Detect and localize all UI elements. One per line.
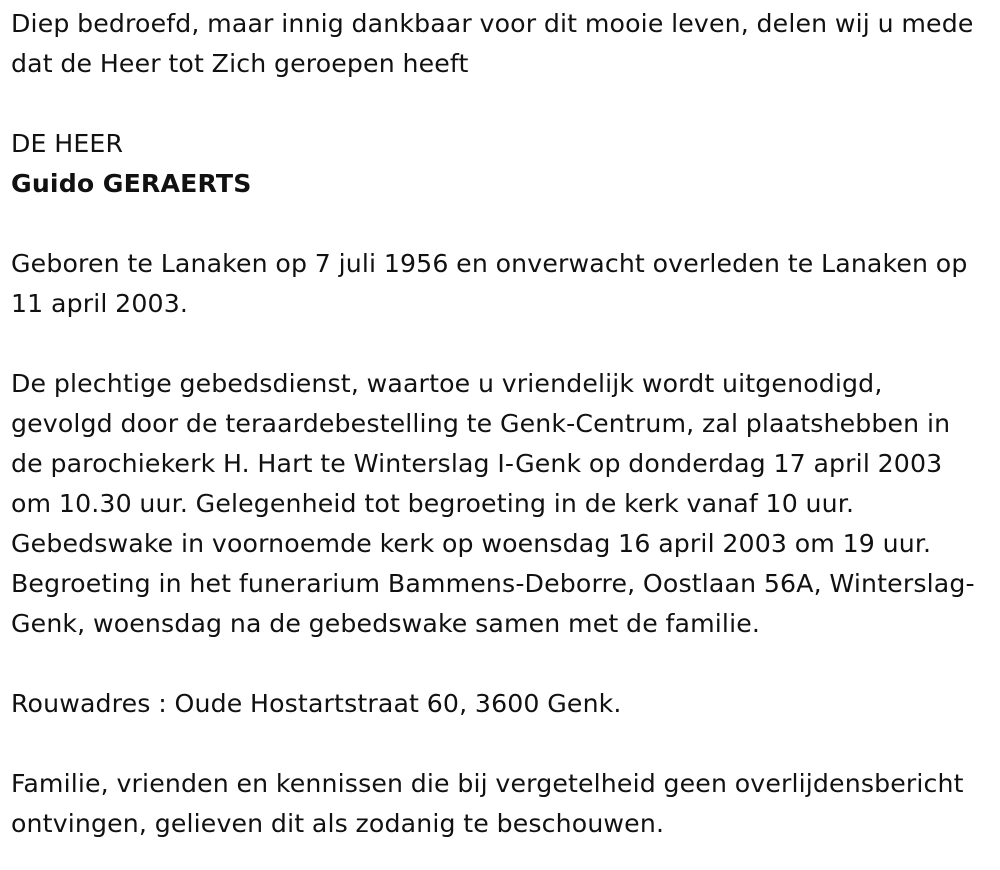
spacer <box>11 324 986 364</box>
title-text: DE HEER <box>11 129 124 158</box>
address-text: Rouwadres : Oude Hostartstraat 60, 3600 Genk. <box>11 689 622 718</box>
closing-text: Familie, vrienden en kennissen die bij vergetelheid geen overlijdensbericht ontvingen, gelieven dit als zodanig te beschouwen. <box>11 769 964 838</box>
service-text: De plechtige gebedsdienst, waartoe u vriendelijk wordt uitgenodigd, gevolgd door de teraardebestelling te Genk-Centrum, zal plaatshebben in de parochiekerk H. Hart te Winterslag I-Genk op donderdag 17 april 2003 om 10.30 uur. Gelegenheid tot begroeting in de kerk vanaf 10 uur. Gebedswake in voornoemde kerk op woensdag 16 april 2003 om 19 uur. Begroeting in het funerarium Bammens-Deborre, Oostlaan 56A, Winterslag-Genk, woensdag na de gebedswake samen met de familie. <box>11 369 975 638</box>
birth-death-text: Geboren te Lanaken op 7 juli 1956 en onverwacht overleden te Lanaken op 11 april 2003. <box>11 249 968 318</box>
spacer <box>11 204 986 244</box>
obituary-notice <box>11 4 986 844</box>
spacer <box>11 644 986 684</box>
deceased-name: Guido GERAERTS <box>11 169 252 198</box>
spacer <box>11 724 986 764</box>
intro-text: Diep bedroefd, maar innig dankbaar voor dit mooie leven, delen wij u mede dat de Heer tot Zich geroepen heeft <box>11 9 974 78</box>
spacer <box>11 84 986 124</box>
